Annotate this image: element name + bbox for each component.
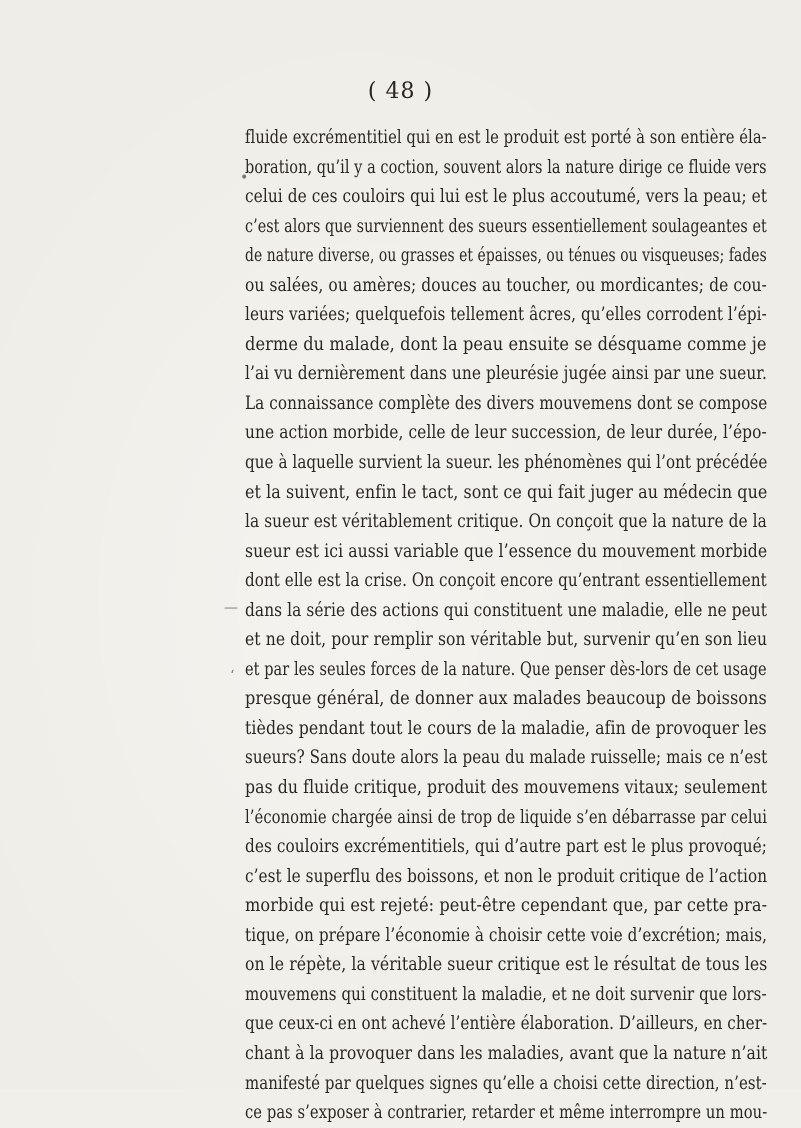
page-number: ( 48 ) xyxy=(367,79,434,104)
text-line: dans la série des actions qui constituent une maladie, elle ne peut xyxy=(245,599,768,621)
text-line: sueurs? Sans doute alors la peau du malade ruisselle; mais ce n’est xyxy=(245,747,768,769)
text-line: l’ai vu dernièrement dans une pleurésie jugée ainsi par une sueur. xyxy=(245,363,768,385)
text-line: pas du fluide critique, produit des mouvemens vitaux; seulement xyxy=(245,777,768,799)
body-text xyxy=(245,123,767,1128)
text-line: boration, qu’il y a coction, souvent alors la nature dirige ce fluide vers xyxy=(245,156,767,178)
text-line: et par les seules forces de la nature. Que penser dès-lors de cet usage xyxy=(245,658,767,680)
text-line: ou salées, ou amères; douces au toucher, ou mordicantes; de cou- xyxy=(245,274,767,296)
text-line: chant à la provoquer dans les maladies, avant que la nature n’ait xyxy=(245,1042,768,1064)
text-line: la sueur est véritablement critique. On conçoit que la nature de la xyxy=(245,511,767,533)
text-line: celui de ces couloirs qui lui est le plus accoutumé, vers la peau; et xyxy=(245,186,768,208)
text-line: et la suivent, enfin le tact, sont ce qui fait juger au médecin que xyxy=(245,481,768,503)
text-line: c’est le superflu des boissons, et non le produit critique de l’action xyxy=(245,865,768,887)
text-line: morbide qui est rejeté: peut-être cependant que, par cette pra- xyxy=(245,895,768,917)
text-line: on le répète, la véritable sueur critique est le résultat de tous les xyxy=(245,954,768,976)
text-line: presque général, de donner aux malades beaucoup de boissons xyxy=(245,688,767,710)
text-line: de nature diverse, ou grasses et épaisses, ou ténues ou visqueuses; fades xyxy=(245,245,767,267)
text-line: sueur est ici aussi variable que l’essence du mouvement morbide xyxy=(245,540,768,562)
text-line: leurs variées; quelquefois tellement âcres, qu’elles corrodent l’épi- xyxy=(245,304,767,326)
text-line: mouvemens qui constituent la maladie, et ne doit survenir que lors- xyxy=(245,983,767,1005)
text-line: que à laquelle survient la sueur. les phénomènes qui l’ont précédée xyxy=(245,452,768,474)
text-line: La connaissance complète des divers mouvemens dont se compose xyxy=(245,392,768,414)
text-line: tique, on prépare l’économie à choisir cette voie d’excrétion; mais, xyxy=(245,924,768,946)
text-line: que ceux-ci en ont achevé l’entière élaboration. D’ailleurs, en cher- xyxy=(245,1013,768,1035)
margin-mark: — xyxy=(224,600,238,616)
text-line: fluide excrémentitiel qui en est le produit est porté à son entière éla- xyxy=(245,127,767,148)
text-line: ce pas s’exposer à contrarier, retarder et même interrompre un mou- xyxy=(245,1102,768,1124)
text-line: une action morbide, celle de leur succession, de leur durée, l’épo- xyxy=(245,422,767,444)
text-line: des couloirs excrémentitiels, qui d’autre part est le plus provoqué; xyxy=(245,836,768,858)
margin-mark: • xyxy=(240,170,249,186)
text-line: manifesté par quelques signes qu’elle a choisi cette direction, n’est- xyxy=(245,1072,767,1094)
text-line: tièdes pendant tout le cours de la maladie, afin de provoquer les xyxy=(245,717,767,739)
text-line: l’économie chargée ainsi de trop de liquide s’en débarrasse par celui xyxy=(245,806,768,828)
text-line: c’est alors que surviennent des sueurs essentiellement soulageantes et xyxy=(245,215,767,237)
text-line: derme du malade, dont la peau ensuite se désquame comme je xyxy=(245,333,767,355)
text-line: dont elle est la crise. On conçoit encore qu’entrant essentiellement xyxy=(245,570,767,592)
text-line: et ne doit, pour remplir son véritable but, survenir qu’en son lieu xyxy=(245,629,768,651)
margin-mark: ‘ xyxy=(230,668,235,684)
